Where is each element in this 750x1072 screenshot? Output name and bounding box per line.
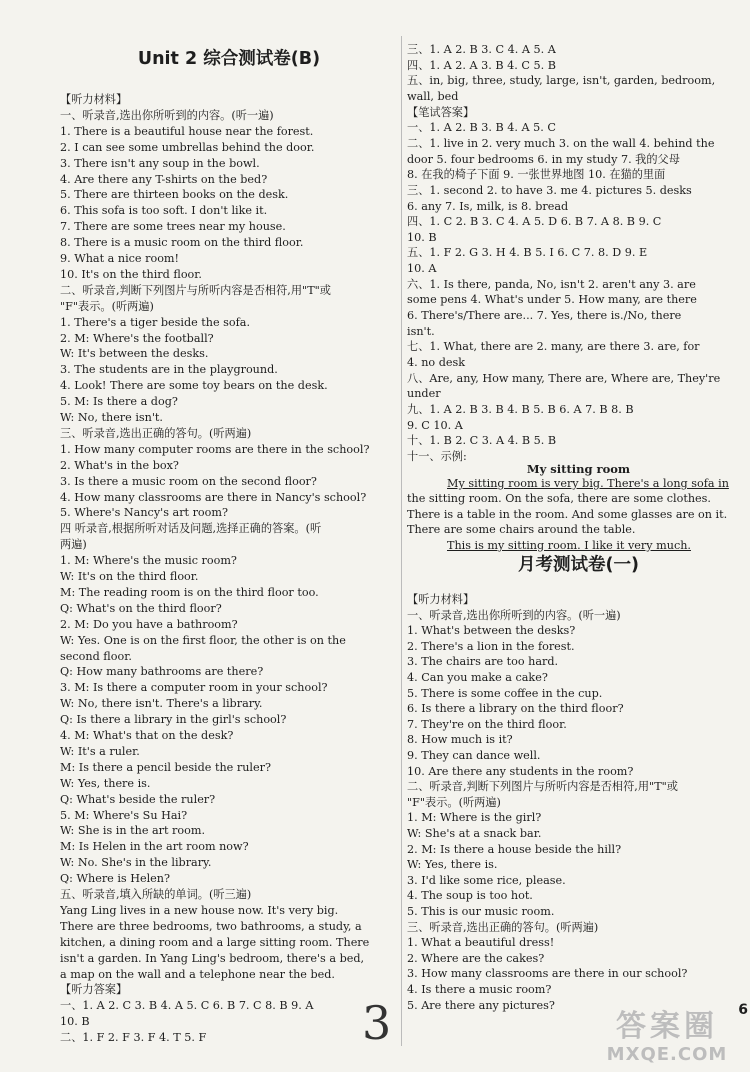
text-line: 5. Are there any pictures? — [407, 998, 555, 1012]
text-line: 4. Is there a music room? — [407, 983, 552, 996]
text-line: 三、听录音,选出正确的答句。(听两遍) — [407, 920, 599, 934]
site-watermark — [592, 1010, 742, 1066]
text-line: 5. M: Where's Su Hai? — [60, 808, 188, 822]
text-line: kitchen, a dining room and a large sitting room. There — [60, 935, 370, 949]
text-line: 2. M: Do you have a bathroom? — [60, 617, 238, 631]
text-line: 3. There isn't any soup in the bowl. — [60, 156, 260, 170]
text-line: Q: Is there a library in the girl's school? — [60, 713, 287, 727]
text-line: 6. any 7. Is, milk, is 8. bread — [407, 199, 569, 213]
text-line: 5. This is our music room. — [407, 905, 555, 918]
text-line: 十、1. B 2. C 3. A 4. B 5. B — [407, 434, 557, 448]
text-line: W: Yes, there is. — [407, 858, 498, 872]
text-line: isn't a garden. In Yang Ling's bedroom, there's a bed, — [60, 951, 365, 965]
text-line: 2. There's a lion in the forest. — [407, 639, 575, 653]
text-line: isn't. — [407, 324, 435, 338]
text-line: 6. This sofa is too soft. I don't like it. — [60, 204, 268, 218]
text-line: 4. How many classrooms are there in Nancy's school? — [60, 490, 367, 504]
text-line: W: It's between the desks. — [60, 347, 209, 361]
text-line: This is my sitting room. I like it very much. — [447, 538, 691, 552]
text-line: 4. M: What's that on the desk? — [60, 729, 234, 742]
text-line: 【听力答案】 — [60, 983, 128, 997]
text-line: 2. What's in the box? — [60, 458, 179, 472]
text-line: 【笔试答案】 — [407, 105, 475, 119]
text-line: wall, bed — [407, 89, 459, 103]
text-line: 4. no desk — [407, 356, 466, 369]
text-line: There is a table in the room. And some glasses are on it. — [407, 507, 728, 521]
text-line: W: Yes, there is. — [60, 776, 151, 790]
text-line: Q: What's on the third floor? — [60, 601, 222, 615]
text-line: 7. There are some trees near my house. — [60, 220, 286, 234]
text-line: My sitting room is very big. There's a long sofa in — [447, 477, 729, 490]
text-line: 四 听录音,根据所听对话及问题,选择正确的答案。(听 — [60, 522, 322, 536]
text-line: W: She is in the art room. — [60, 824, 206, 838]
text-line: 9. They can dance well. — [407, 749, 541, 762]
text-line: door 5. four bedrooms 6. in my study 7. 我的父母 — [407, 152, 680, 166]
text-line: W: No, there isn't. There's a library. — [60, 697, 263, 711]
text-line: 四、1. A 2. A 3. B 4. C 5. B — [407, 58, 556, 72]
text-line: 1. How many computer rooms are there in the school? — [60, 442, 370, 456]
text-line: W: No. She's in the library. — [60, 856, 212, 870]
text-line: 3. M: Is there a computer room in your school? — [60, 681, 328, 695]
text-line: 3. How many classrooms are there in our school? — [407, 967, 688, 981]
text-line: a map on the wall and a telephone near the bed. — [60, 967, 335, 981]
text-line: "F"表示。(听两遍) — [407, 795, 501, 809]
text-line: M: Is there a pencil beside the ruler? — [60, 760, 271, 774]
text-line: 【听力材料】 — [60, 93, 128, 106]
column-divider — [401, 36, 402, 1046]
handwritten-note: 3 — [362, 996, 392, 1050]
text-line: 五、in, big, three, study, large, isn't, garden, bedroom, — [407, 74, 716, 88]
text-line: 4. The soup is too hot. — [407, 889, 533, 903]
text-line: W: It's on the third floor. — [60, 570, 199, 583]
text-line: 1. M: Where is the girl? — [407, 811, 542, 825]
text-line: 二、1. F 2. F 3. F 4. T 5. F — [60, 1031, 207, 1045]
page-number: 6 — [738, 1002, 748, 1018]
text-line: 三、1. second 2. to have 3. me 4. pictures 5. desks — [407, 183, 692, 197]
text-line: second floor. — [60, 649, 132, 663]
text-line: 【听力材料】 — [407, 593, 475, 606]
text-line: "F"表示。(听两遍) — [60, 299, 154, 313]
text-line: 二、1. live in 2. very much 3. on the wall 4. behind the — [407, 136, 715, 150]
text-line: 10. B — [407, 230, 437, 244]
text-line: 6. Is there a library on the third floor? — [407, 702, 624, 716]
watermark-logo-text: 答案圈 — [616, 1009, 718, 1044]
text-line: 5. Where's Nancy's art room? — [60, 506, 229, 520]
text-line: Q: What's beside the ruler? — [60, 792, 216, 806]
monthly-test-title: 月考测试卷(一) — [518, 555, 639, 575]
text-line: 五、听录音,填入所缺的单词。(听三遍) — [60, 888, 252, 901]
text-line: 一、听录音,选出你所听到的内容。(听一遍) — [407, 608, 621, 622]
text-line: 7. They're on the third floor. — [407, 717, 567, 731]
text-line: 十一、示例: — [407, 449, 467, 463]
text-line: 8. How much is it? — [407, 733, 513, 747]
text-line: 七、1. What, there are 2. many, are there 3. are, for — [407, 340, 700, 354]
text-line: 3. The chairs are too hard. — [407, 655, 559, 669]
text-line: 10. B — [60, 1015, 90, 1029]
text-line: 二、听录音,判断下列图片与所听内容是否相符,用"T"或 — [60, 283, 331, 297]
text-line: 二、听录音,判断下列图片与所听内容是否相符,用"T"或 — [407, 780, 678, 794]
text-line: 三、1. A 2. B 3. C 4. A 5. A — [407, 43, 556, 56]
text-line: 一、1. A 2. B 3. B 4. A 5. C — [407, 121, 556, 135]
text-line: Yang Ling lives in a new house now. It's very big. — [60, 903, 339, 917]
text-line: 2. I can see some umbrellas behind the door. — [60, 140, 315, 154]
text-line: 10. Are there any students in the room? — [407, 764, 634, 778]
text-line: 4. Are there any T-shirts on the bed? — [60, 172, 268, 186]
text-line: 5. There is some coffee in the cup. — [407, 686, 603, 700]
text-line: 1. There's a tiger beside the sofa. — [60, 315, 251, 329]
text-line: There are some chairs around the table. — [407, 523, 636, 537]
text-line: 1. There is a beautiful house near the forest. — [60, 124, 314, 138]
text-line: W: She's at a snack bar. — [407, 827, 542, 840]
text-line: M: The reading room is on the third floor too. — [60, 585, 319, 599]
text-line: There are three bedrooms, two bathrooms, a study, a — [60, 919, 362, 933]
text-line: W: Yes. One is on the first floor, the other is on the — [60, 633, 346, 647]
text-line: 2. M: Is there a house beside the hill? — [407, 842, 622, 856]
text-line: 6. There's/There are... 7. Yes, there is./No, there — [407, 309, 682, 323]
text-line: 9. What a nice room! — [60, 252, 180, 265]
text-line: 1. M: Where's the music room? — [60, 554, 237, 568]
text-line: 3. I'd like some rice, please. — [407, 873, 566, 887]
text-line: 一、听录音,选出你所听到的内容。(听一遍) — [60, 108, 274, 122]
text-line: 1. What a beautiful dress! — [407, 936, 555, 950]
text-line: some pens 4. What's under 5. How many, are there — [407, 293, 697, 307]
text-line: 10. A — [407, 262, 437, 276]
text-line: M: Is Helen in the art room now? — [60, 840, 249, 854]
text-line: 1. What's between the desks? — [407, 624, 576, 638]
text-line: W: No, there isn't. — [60, 411, 163, 424]
text-line: 9. C 10. A — [407, 418, 463, 432]
text-line: 三、听录音,选出正确的答句。(听两遍) — [60, 426, 252, 440]
text-line: the sitting room. On the sofa, there are some clothes. — [407, 492, 711, 506]
text-line: 5. There are thirteen books on the desk. — [60, 188, 289, 202]
text-line: Q: Where is Helen? — [60, 872, 171, 886]
text-line: under — [407, 387, 441, 401]
text-line: 五、1. F 2. G 3. H 4. B 5. I 6. C 7. 8. D 9. E — [407, 246, 648, 260]
text-line: 四、1. C 2. B 3. C 4. A 5. D 6. B 7. A 8. B 9. C — [407, 215, 662, 229]
text-line: 5. M: Is there a dog? — [60, 395, 178, 409]
text-line: 九、1. A 2. B 3. B 4. B 5. B 6. A 7. B 8. B — [407, 402, 634, 416]
text-line: 一、1. A 2. C 3. B 4. A 5. C 6. B 7. C 8. B 9. A — [60, 999, 314, 1013]
text-line: Q: How many bathrooms are there? — [60, 665, 264, 679]
text-line: 八、Are, any, How many, There are, Where are, They're — [407, 371, 721, 385]
essay-title: My sitting room — [526, 462, 631, 476]
text-line: 3. Is there a music room on the second floor? — [60, 474, 317, 488]
text-line: 六、1. Is there, panda, No, isn't 2. aren't any 3. are — [407, 277, 696, 291]
text-line: 两遍) — [60, 538, 87, 552]
text-line: 2. M: Where's the football? — [60, 331, 214, 345]
text-line: 3. The students are in the playground. — [60, 363, 278, 377]
text-line: 2. Where are the cakes? — [407, 951, 545, 965]
text-line: 8. There is a music room on the third floor. — [60, 236, 304, 250]
text-line: W: It's a ruler. — [60, 744, 140, 758]
unit-test-title: Unit 2 综合测试卷(B) — [137, 49, 321, 69]
text-line: 4. Look! There are some toy bears on the desk. — [60, 379, 328, 393]
text-line: 4. Can you make a cake? — [407, 671, 548, 684]
watermark-url: MXQE.COM — [606, 1044, 728, 1065]
text-line: 10. It's on the third floor. — [60, 267, 202, 281]
text-line: 8. 在我的椅子下面 9. 一张世界地图 10. 在猫的里面 — [407, 168, 666, 182]
